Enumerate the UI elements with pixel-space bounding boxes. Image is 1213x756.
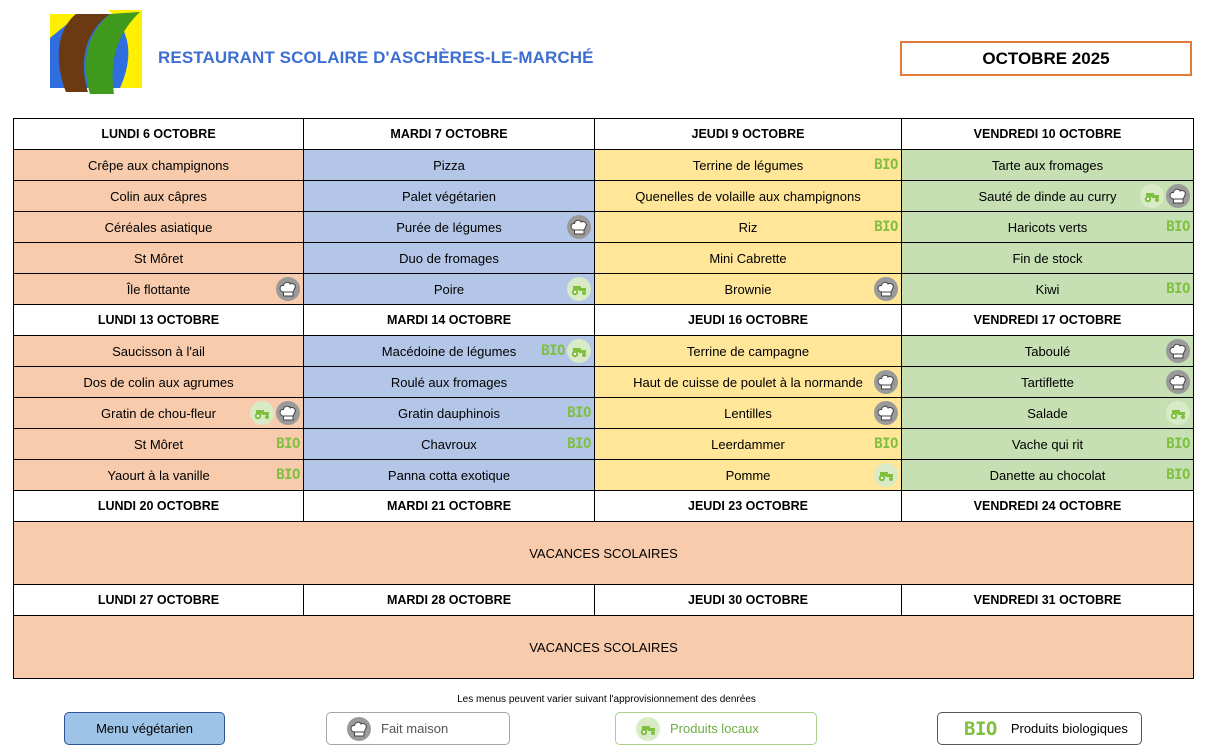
dish-name: Vache qui rit <box>1011 436 1084 452</box>
menu-cell <box>304 460 595 491</box>
bio-badge: BIO <box>276 436 300 452</box>
menu-cell <box>304 212 595 243</box>
menu-cell <box>595 150 902 181</box>
dish-name: Tarte aux fromages <box>991 157 1104 173</box>
menu-cell <box>595 181 902 212</box>
menu-row <box>14 367 1194 398</box>
menu-row <box>14 243 1194 274</box>
legend-label: Fait maison <box>381 721 449 736</box>
legend-label: Produits locaux <box>670 721 759 736</box>
menu-cell <box>902 336 1194 367</box>
dish-name: Céréales asiatique <box>104 219 213 235</box>
dish-name: Colin aux câpres <box>110 188 207 204</box>
day-header: MARDI 21 OCTOBRE <box>304 491 595 522</box>
menu-cell <box>902 398 1194 429</box>
dish-name: Tartiflette <box>1021 374 1074 390</box>
menu-cell <box>902 150 1194 181</box>
menu-cell <box>14 429 304 460</box>
tractor-icon <box>567 277 591 301</box>
day-header: JEUDI 23 OCTOBRE <box>595 491 902 522</box>
vacances-row <box>14 522 1194 585</box>
bio-badge: BIO <box>541 343 565 359</box>
menu-row <box>14 212 1194 243</box>
menu-row <box>14 150 1194 181</box>
chef-hat-icon <box>1166 184 1190 208</box>
menu-cell <box>902 460 1194 491</box>
menu-cell <box>304 429 595 460</box>
chef-hat-icon <box>1166 370 1190 394</box>
dish-name: Fin de stock <box>1012 250 1083 266</box>
tractor-icon <box>250 401 274 425</box>
dish-name: Palet végétarien <box>402 188 496 204</box>
dish-name: Yaourt à la vanille <box>107 467 210 483</box>
tractor-icon <box>1166 401 1190 425</box>
menu-row <box>14 274 1194 305</box>
menu-cell <box>595 243 902 274</box>
menu-cell <box>14 243 304 274</box>
dish-name: Purée de légumes <box>396 219 502 235</box>
dish-name: Lentilles <box>724 405 772 421</box>
legend-bio <box>937 712 1142 745</box>
legend-fait-maison <box>326 712 510 745</box>
dish-name: Pizza <box>433 157 465 173</box>
menu-cell <box>304 243 595 274</box>
chef-hat-icon <box>567 215 591 239</box>
bio-badge: BIO <box>874 157 898 173</box>
vacances-cell: VACANCES SCOLAIRES <box>14 616 1194 679</box>
menu-cell <box>902 367 1194 398</box>
bio-badge: BIO <box>1166 219 1190 235</box>
menu-row <box>14 398 1194 429</box>
day-header: VENDREDI 24 OCTOBRE <box>902 491 1194 522</box>
day-header: JEUDI 9 OCTOBRE <box>595 119 902 150</box>
menu-cell <box>902 429 1194 460</box>
dish-name: Haricots verts <box>1007 219 1088 235</box>
menu-row <box>14 429 1194 460</box>
menu-cell <box>595 460 902 491</box>
vacances-cell: VACANCES SCOLAIRES <box>14 522 1194 585</box>
menu-cell <box>14 398 304 429</box>
chef-hat-icon <box>347 717 371 741</box>
bio-badge: BIO <box>1166 436 1190 452</box>
menu-cell <box>595 398 902 429</box>
dish-name: Danette au chocolat <box>989 467 1106 483</box>
dish-name: Riz <box>738 219 758 235</box>
menu-cell <box>304 336 595 367</box>
vacances-row <box>14 616 1194 679</box>
day-header: JEUDI 16 OCTOBRE <box>595 305 902 336</box>
menu-cell <box>14 367 304 398</box>
menu-row <box>14 336 1194 367</box>
menu-row <box>14 181 1194 212</box>
tractor-icon <box>874 463 898 487</box>
menu-cell <box>595 274 902 305</box>
day-header: MARDI 14 OCTOBRE <box>304 305 595 336</box>
day-header-row <box>14 491 1194 522</box>
day-header: LUNDI 13 OCTOBRE <box>14 305 304 336</box>
day-header: VENDREDI 31 OCTOBRE <box>902 585 1194 616</box>
day-header: JEUDI 30 OCTOBRE <box>595 585 902 616</box>
menu-cell <box>304 367 595 398</box>
day-header: MARDI 28 OCTOBRE <box>304 585 595 616</box>
dish-name: Gratin de chou-fleur <box>101 405 216 421</box>
dish-name: St Môret <box>133 436 184 452</box>
menu-cell <box>14 181 304 212</box>
menu-cell <box>14 460 304 491</box>
dish-name: Mini Cabrette <box>709 250 787 266</box>
menu-cell <box>902 243 1194 274</box>
bio-badge: BIO <box>964 717 997 740</box>
bio-badge: BIO <box>276 467 300 483</box>
menu-cell <box>595 367 902 398</box>
menu-row <box>14 460 1194 491</box>
dish-name: Brownie <box>724 281 772 297</box>
legend-vegetarien <box>64 712 225 745</box>
menu-cell <box>304 398 595 429</box>
dish-name: Crêpe aux champignons <box>88 157 229 173</box>
dish-name: Saucisson à l'ail <box>112 343 205 359</box>
month-box: OCTOBRE 2025 <box>900 41 1192 76</box>
dish-name: Roulé aux fromages <box>390 374 508 390</box>
day-header: LUNDI 27 OCTOBRE <box>14 585 304 616</box>
dish-name: Macédoine de légumes <box>381 343 517 359</box>
menu-cell <box>14 212 304 243</box>
dish-name: St Môret <box>133 250 184 266</box>
bio-badge: BIO <box>567 405 591 421</box>
legend-label: Produits biologiques <box>1010 721 1128 736</box>
dish-name: Pomme <box>725 467 771 483</box>
dish-name: Taboulé <box>1024 343 1071 359</box>
menu-cell <box>14 336 304 367</box>
legend-label: Menu végétarien <box>96 721 193 736</box>
menu-cell <box>595 336 902 367</box>
menu-cell <box>304 150 595 181</box>
chef-hat-icon <box>874 401 898 425</box>
tractor-icon <box>636 717 660 741</box>
day-header: MARDI 7 OCTOBRE <box>304 119 595 150</box>
menu-cell <box>304 274 595 305</box>
chef-hat-icon <box>874 277 898 301</box>
dish-name: Gratin dauphinois <box>398 405 500 421</box>
bio-badge: BIO <box>874 219 898 235</box>
menu-table <box>13 118 1194 679</box>
chef-hat-icon <box>1166 339 1190 363</box>
menu-cell <box>14 150 304 181</box>
dish-name: Duo de fromages <box>399 250 499 266</box>
menu-cell <box>902 212 1194 243</box>
dish-name: Chavroux <box>421 436 477 452</box>
dish-name: Quenelles de volaille aux champignons <box>635 188 861 204</box>
dish-name: Poire <box>433 281 465 297</box>
menu-cell <box>902 274 1194 305</box>
chef-hat-icon <box>276 401 300 425</box>
dish-name: Salade <box>1027 405 1068 421</box>
dish-name: Haut de cuisse de poulet à la normande <box>633 374 863 390</box>
page-title: RESTAURANT SCOLAIRE D'ASCHÈRES-LE-MARCHÉ <box>158 48 594 67</box>
menu-cell <box>595 429 902 460</box>
supply-note: Les menus peuvent varier suivant l'approvisionnement des denrées <box>457 694 756 705</box>
dish-name: Terrine de campagne <box>686 343 810 359</box>
bio-badge: BIO <box>567 436 591 452</box>
menu-cell <box>304 181 595 212</box>
menu-cell <box>902 181 1194 212</box>
chef-hat-icon <box>874 370 898 394</box>
legend-produits-locaux <box>615 712 817 745</box>
tractor-icon <box>1140 184 1164 208</box>
day-header-row <box>14 305 1194 336</box>
day-header: LUNDI 20 OCTOBRE <box>14 491 304 522</box>
dish-name: Île flottante <box>126 281 191 297</box>
bio-badge: BIO <box>874 436 898 452</box>
day-header-row <box>14 585 1194 616</box>
day-header: VENDREDI 17 OCTOBRE <box>902 305 1194 336</box>
tractor-icon <box>567 339 591 363</box>
dish-name: Dos de colin aux agrumes <box>83 374 234 390</box>
dish-name: Kiwi <box>1035 281 1060 297</box>
dish-name: Panna cotta exotique <box>387 467 511 483</box>
dish-name: Terrine de légumes <box>692 157 804 173</box>
day-header: VENDREDI 10 OCTOBRE <box>902 119 1194 150</box>
chef-hat-icon <box>276 277 300 301</box>
menu-cell <box>14 274 304 305</box>
dish-name: Sauté de dinde au curry <box>978 188 1117 204</box>
day-header-row <box>14 119 1194 150</box>
menu-cell <box>595 212 902 243</box>
bio-badge: BIO <box>1166 467 1190 483</box>
dish-name: Leerdammer <box>711 436 785 452</box>
bio-badge: BIO <box>1166 281 1190 297</box>
logo <box>48 10 142 96</box>
day-header: LUNDI 6 OCTOBRE <box>14 119 304 150</box>
